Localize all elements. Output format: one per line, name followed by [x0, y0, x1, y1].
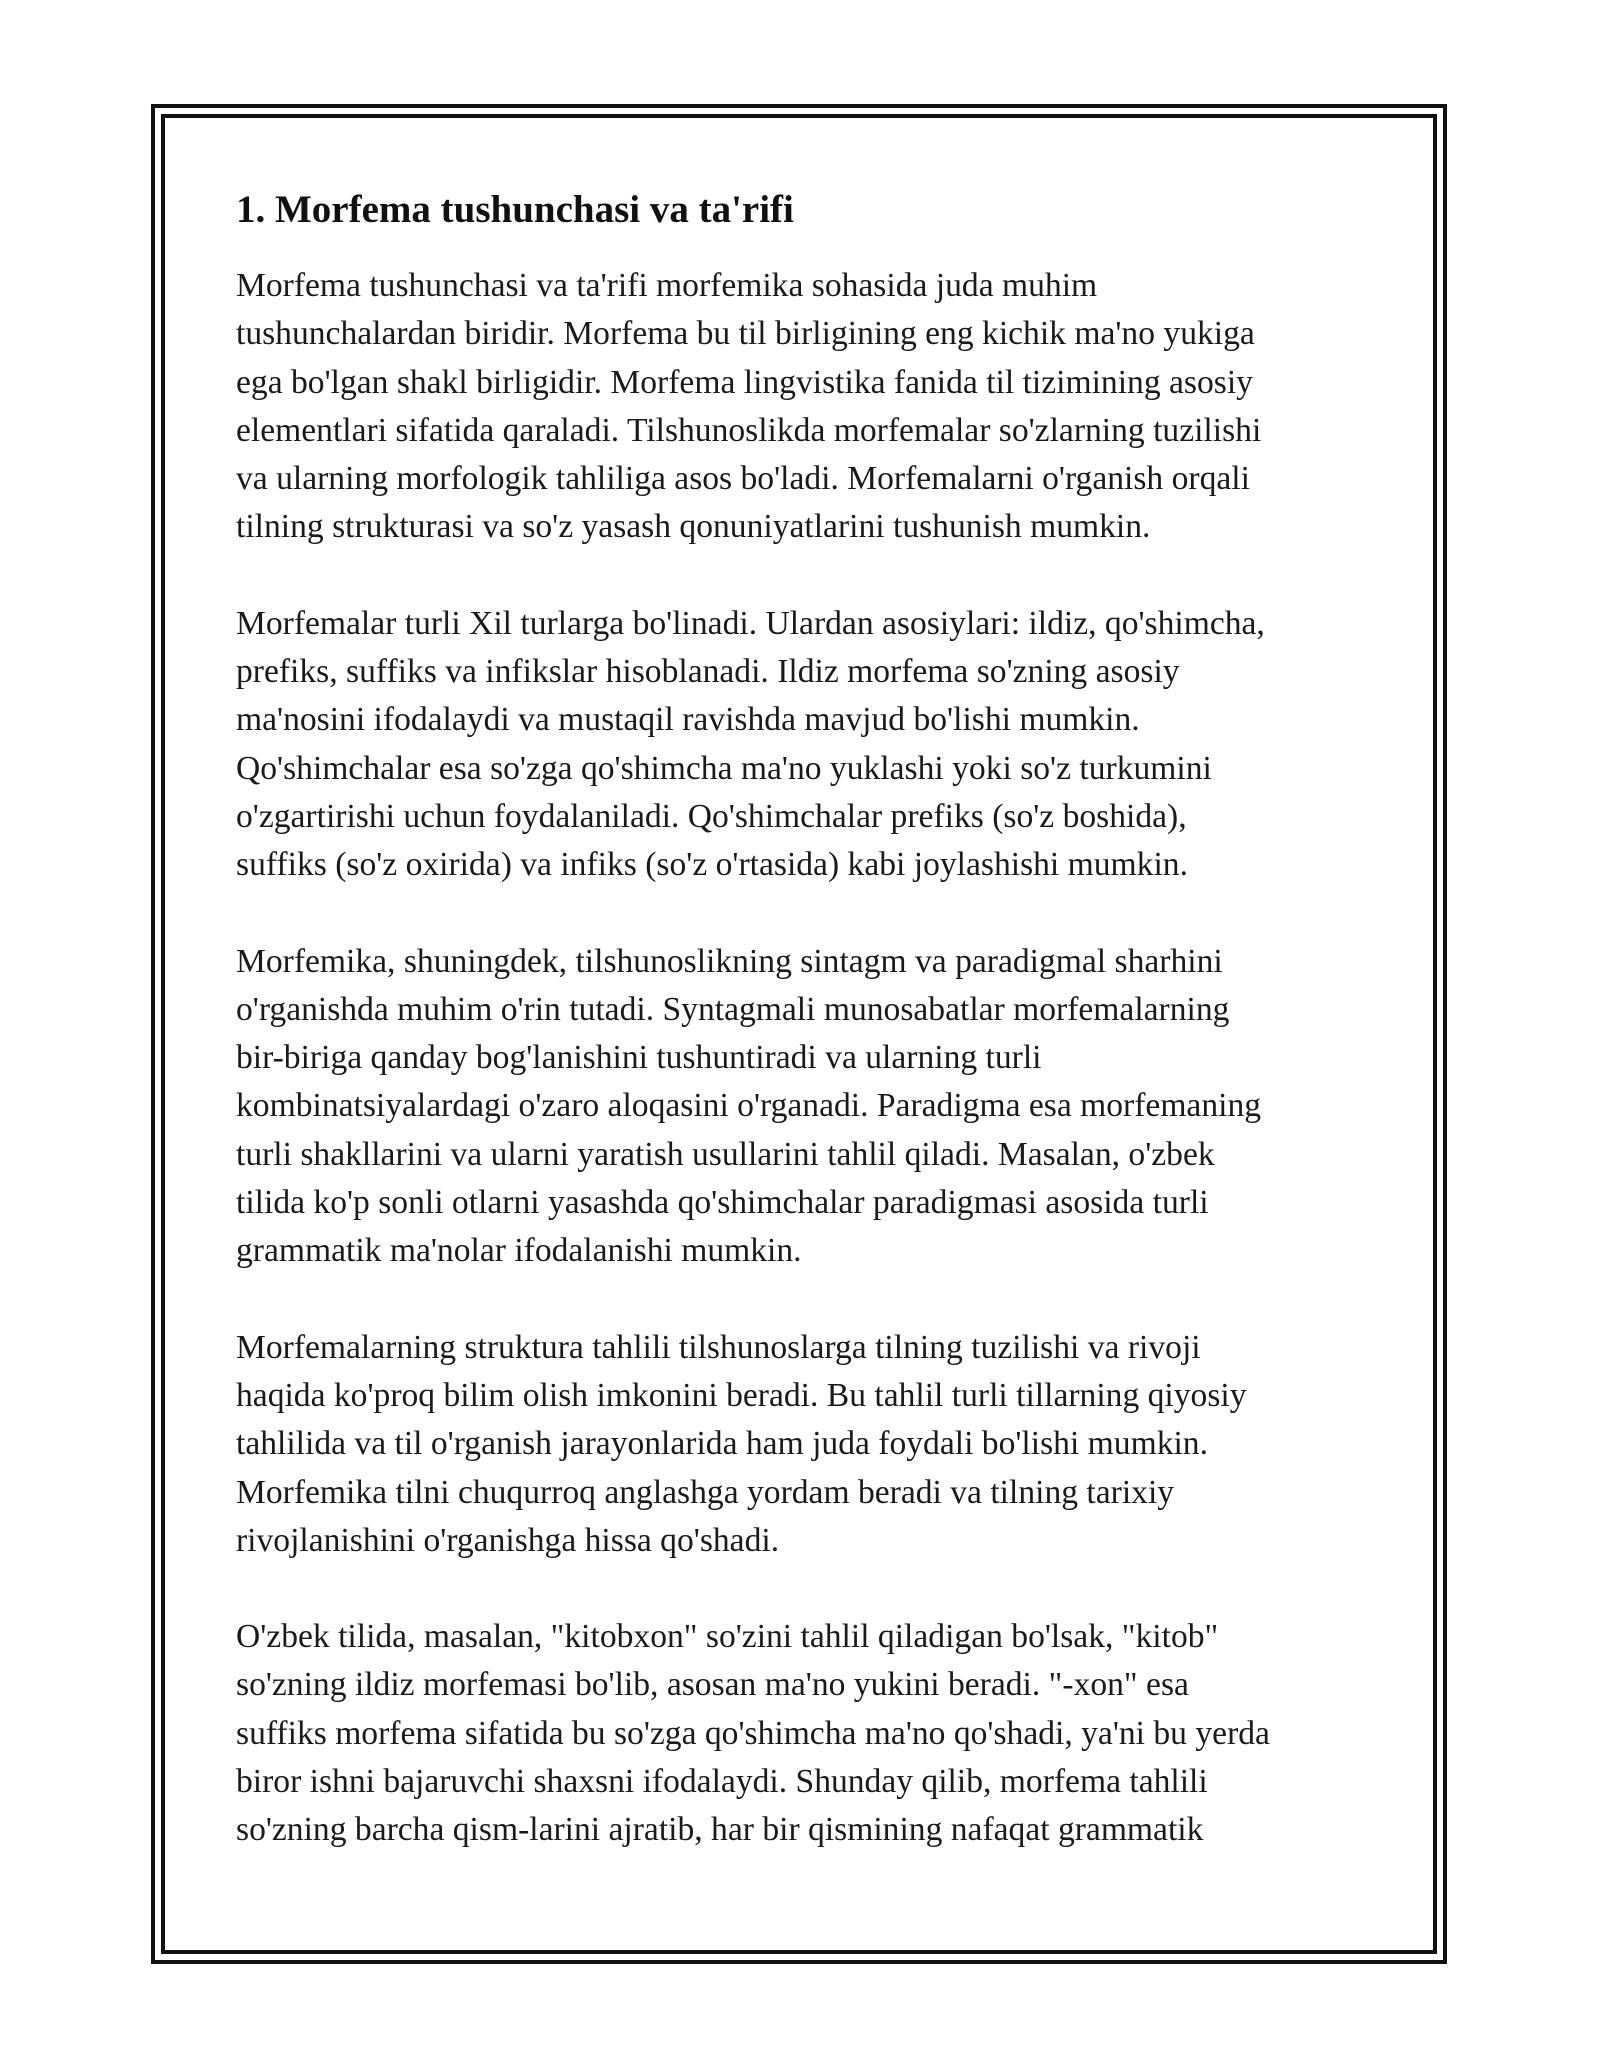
text-line: Qo'shimchalar esa so'zga qo'shimcha ma'no yuklashi yoki so'z turkumini: [236, 749, 1212, 787]
text-line: O'zbek tilida, masalan, "kitobxon" so'zini tahlil qiladigan bo'lsak, "kitob": [236, 1618, 1219, 1656]
text-line: elementlari sifatida qaraladi. Tilshunoslikda morfemalar so'zlarning tuzilishi: [236, 411, 1262, 449]
text-line: ma'nosini ifodalaydi va mustaqil ravishda mavjud bo'lishi mumkin.: [236, 701, 1140, 739]
text-line: so'zning ildiz morfemasi bo'lib, asosan ma'no yukini beradi. "-xon" esa: [236, 1666, 1189, 1704]
text-line: grammatik ma'nolar ifodalanishi mumkin.: [236, 1232, 802, 1270]
document-content: [236, 186, 1376, 1903]
text-line: o'zgartirishi uchun foydalaniladi. Qo'shimchalar prefiks (so'z boshida),: [236, 797, 1187, 835]
text-line: bir-biriga qanday bog'lanishini tushuntiradi va ularning turli: [236, 1039, 1042, 1077]
text-line: prefiks, suffiks va infikslar hisoblanadi. Ildiz morfema so'zning asosiy: [236, 653, 1180, 691]
paragraph-5: [236, 1613, 1376, 1854]
text-line: tilning strukturasi va so'z yasash qonuniyatlarini tushunish mumkin.: [236, 508, 1151, 546]
text-line: Morfemika tilni chuqurroq anglashga yordam beradi va tilning tarixiy: [236, 1473, 1175, 1511]
text-line: turli shakllarini va ularni yaratish usullarini tahlil qiladi. Masalan, o'zbek: [236, 1135, 1215, 1173]
text-line: kombinatsiyalardagi o'zaro aloqasini o'rganadi. Paradigma esa morfemaning: [236, 1087, 1262, 1125]
text-line: rivojlanishini o'rganishga hissa qo'shadi.: [236, 1521, 780, 1559]
text-line: Morfema tushunchasi va ta'rifi morfemika sohasida juda muhim: [236, 267, 1098, 304]
paragraph-3: [236, 938, 1376, 1276]
text-line: va ularning morfologik tahliliga asos bo'ladi. Morfemalarni o'rganish orqali: [236, 460, 1250, 498]
text-line: suffiks morfema sifatida bu so'zga qo'shimcha ma'no qo'shadi, ya'ni bu yerda: [236, 1714, 1270, 1752]
paragraph-1: [236, 262, 1376, 552]
paragraph-4: [236, 1324, 1376, 1565]
text-line: Morfemalar turli Xil turlarga bo'linadi. Ulardan asosiylari: ildiz, qo'shimcha,: [236, 604, 1265, 642]
text-line: tilida ko'p sonli otlarni yasashda qo'shimchalar paradigmasi asosida turli: [236, 1184, 1209, 1222]
text-line: ega bo'lgan shakl birligidir. Morfema lingvistika fanida til tizimining asosiy: [236, 363, 1253, 401]
text-line: tushunchalardan biridir. Morfema bu til birligining eng kichik ma'no yukiga: [236, 315, 1255, 353]
text-line: biror ishni bajaruvchi shaxsni ifodalaydi. Shunday qilib, morfema tahlili: [236, 1763, 1208, 1801]
text-line: haqida ko'proq bilim olish imkonini beradi. Bu tahlil turli tillarning qiyosiy: [236, 1376, 1247, 1414]
text-line: o'rganishda muhim o'rin tutadi. Syntagmali munosabatlar morfemalarning: [236, 990, 1230, 1028]
text-line: Morfemalarning struktura tahlili tilshunoslarga tilning tuzilishi va rivoji: [236, 1328, 1201, 1366]
text-line: tahlilida va til o'rganish jarayonlarida ham juda foydali bo'lishi mumkin.: [236, 1425, 1208, 1463]
text-line: so'zning barcha qism-larini ajratib, har bir qismining nafaqat grammatik: [236, 1811, 1204, 1849]
paragraph-2: [236, 600, 1376, 890]
text-line: Morfemika, shuningdek, tilshunoslikning sintagm va paradigmal sharhini: [236, 942, 1223, 980]
text-line: suffiks (so'z oxirida) va infiks (so'z o'rtasida) kabi joylashishi mumkin.: [236, 846, 1188, 884]
section-heading: 1. Morfema tushunchasi va ta'rifi: [236, 188, 794, 231]
